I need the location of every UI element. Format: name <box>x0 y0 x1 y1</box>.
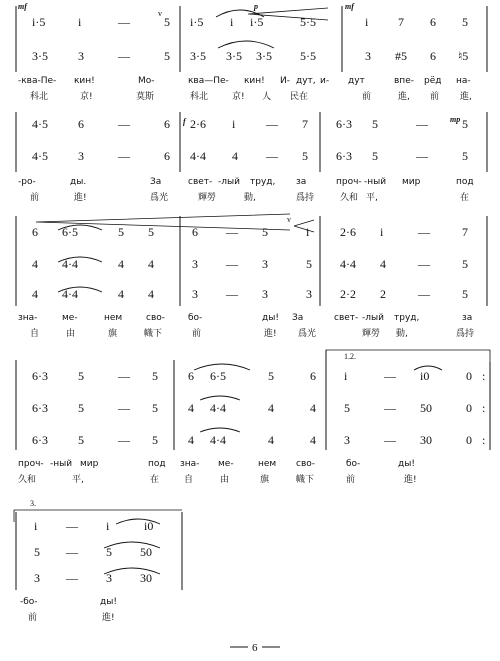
note: — <box>416 117 428 131</box>
note: 6·3 <box>336 149 352 163</box>
lyric-ru: нем <box>104 313 123 323</box>
note: 6·3 <box>32 401 48 415</box>
lyric-ru: -ква-Пе- <box>18 76 57 86</box>
note: 7 <box>398 15 404 29</box>
lyric-zh: 進, <box>460 92 472 102</box>
lyric-zh: 由 <box>220 475 230 485</box>
lyric-ru: -лый <box>362 313 384 323</box>
note: i <box>365 15 369 29</box>
note: 7 <box>462 225 468 239</box>
note: — <box>384 433 396 447</box>
note: 5·5 <box>300 49 316 63</box>
lyric-ru: свет- <box>188 177 213 187</box>
lyric-ru: зна- <box>180 459 200 469</box>
volta-bracket-3 <box>14 510 182 522</box>
volta-label: 1.2. <box>344 352 356 361</box>
lyric-zh: 動, <box>244 193 256 203</box>
lyric-ru: нем <box>258 459 277 469</box>
note: 4 <box>32 257 38 271</box>
note: #5 <box>395 49 407 63</box>
lyric-zh: 旗 <box>260 475 270 485</box>
note: — <box>266 117 278 131</box>
lyric-ru: труд, <box>250 177 276 187</box>
lyric-zh: 京! <box>80 92 93 102</box>
lyric-ru: зна- <box>18 313 38 323</box>
lyric-zh: 前 <box>362 92 372 102</box>
note: 3 <box>262 257 268 271</box>
note: 5·5 <box>300 15 316 29</box>
note: 50 <box>420 401 432 415</box>
svg-text::: : <box>482 433 486 447</box>
note: 5 <box>34 545 40 559</box>
dynamic-f: f <box>183 117 186 126</box>
note: 5 <box>462 287 468 301</box>
lyric-ru: -ро- <box>18 177 36 187</box>
note: 7 <box>302 117 308 131</box>
note: 6 <box>430 15 436 29</box>
lyric-zh: 進! <box>264 329 277 339</box>
note: 3 <box>344 433 350 447</box>
note: 50 <box>140 545 152 559</box>
note: 2·2 <box>340 287 356 301</box>
note: 5 <box>372 149 378 163</box>
system-1 <box>16 2 487 102</box>
lyric-ru: кин! <box>74 76 95 86</box>
svg-text:v: v <box>158 9 162 18</box>
lyric-ru: ды! <box>100 597 117 607</box>
lyric-zh: 進! <box>74 193 87 203</box>
note: 4 <box>232 149 238 163</box>
lyric-zh: 人 <box>262 92 272 102</box>
note: 4 <box>148 287 154 301</box>
lyric-zh: 科北 <box>190 92 209 102</box>
note: i0 <box>420 369 430 383</box>
note: 3·5 <box>256 49 272 63</box>
note: 5 <box>462 15 468 29</box>
note: 6·5 <box>210 369 226 383</box>
lyric-zh: 前 <box>28 613 38 623</box>
lyric-ru: впе- <box>394 76 414 86</box>
lyric-ru: Мо- <box>138 76 155 86</box>
note: 6·3 <box>32 433 48 447</box>
lyric-ru: под <box>456 177 474 187</box>
lyric-ru: -лый <box>218 177 240 187</box>
note: 3 <box>78 49 84 63</box>
note: 2·6 <box>340 225 356 239</box>
lyric-zh: 輝勞 <box>362 329 381 339</box>
note: 5 <box>148 225 154 239</box>
note: 4·4 <box>190 149 206 163</box>
note: i0 <box>144 519 154 533</box>
lyric-ru: за <box>462 313 473 323</box>
note: 4·4 <box>340 257 356 271</box>
note: 6 <box>78 117 84 131</box>
lyric-ru: мир <box>80 459 99 469</box>
note: 5 <box>302 149 308 163</box>
svg-text:v: v <box>287 215 291 224</box>
note: i·5 <box>250 15 264 29</box>
lyric-zh: 民在 <box>290 92 309 102</box>
note: — <box>118 117 130 131</box>
lyric-ru: сво- <box>146 313 166 323</box>
lyric-zh: 進, <box>398 92 410 102</box>
note: 3·5 <box>32 49 48 63</box>
lyric-ru: дут, <box>296 76 316 86</box>
lyric-ru: на- <box>456 76 471 86</box>
crescendo-hairpin <box>294 220 314 232</box>
note: 5 <box>152 401 158 415</box>
note: 3·5 <box>190 49 206 63</box>
lyric-ru: труд, <box>394 313 420 323</box>
lyric-ru: -бо- <box>20 597 38 607</box>
lyric-ru: ква—Пе- <box>188 76 229 86</box>
note: 0 <box>466 433 472 447</box>
dynamic-mf: mf <box>345 2 354 11</box>
note: 6 <box>164 117 170 131</box>
lyric-ru: За <box>150 177 162 187</box>
lyric-zh: 爲光 <box>150 193 169 203</box>
note: 0 <box>466 401 472 415</box>
note: 5 <box>462 149 468 163</box>
lyric-zh: 莫斯 <box>136 92 155 102</box>
note: 5 <box>118 225 124 239</box>
dynamic-mp: mp <box>450 115 461 124</box>
lyric-zh: 自 <box>30 329 40 339</box>
lyric-ru: И- <box>280 76 290 86</box>
system-5 <box>14 499 182 623</box>
lyric-ru: за <box>296 177 307 187</box>
note: 5 <box>372 117 378 131</box>
note: 30 <box>140 571 152 585</box>
note: — <box>226 257 238 271</box>
lyric-ru: -ный <box>50 459 73 469</box>
note: 4 <box>380 257 386 271</box>
page-number: 6 <box>252 642 258 654</box>
note: — <box>226 287 238 301</box>
lyric-ru: -ный <box>364 177 387 187</box>
note: 3 <box>78 149 84 163</box>
tie <box>116 519 160 524</box>
lyric-ru: сво- <box>296 459 316 469</box>
note: i·5 <box>32 15 46 29</box>
note: — <box>384 401 396 415</box>
note: 2·6 <box>190 117 206 131</box>
lyric-ru: За <box>292 313 304 323</box>
note: — <box>118 369 130 383</box>
note: 3 <box>365 49 371 63</box>
note: — <box>118 433 130 447</box>
lyric-zh: 平, <box>72 475 84 485</box>
lyric-zh: 在 <box>150 475 160 485</box>
note: 6 <box>192 225 198 239</box>
lyric-ru: свет- <box>334 313 359 323</box>
note: — <box>418 287 430 301</box>
lyric-zh: 科北 <box>30 92 49 102</box>
note: 5 <box>262 225 268 239</box>
note: — <box>118 401 130 415</box>
lyric-zh: 由 <box>66 329 76 339</box>
lyric-ru: мир <box>402 177 421 187</box>
note: 5 <box>306 257 312 271</box>
lyric-ru: проч- <box>18 459 44 469</box>
note: 4 <box>188 401 194 415</box>
note: 6 <box>310 369 316 383</box>
note: ♮5 <box>458 49 469 63</box>
note: 6·3 <box>336 117 352 131</box>
slur <box>218 41 274 48</box>
note: — <box>118 149 130 163</box>
lyric-ru: бо- <box>188 313 203 323</box>
note: 6 <box>430 49 436 63</box>
note: — <box>118 49 130 63</box>
lyric-zh: 爲持 <box>296 193 315 203</box>
note: 6·3 <box>32 369 48 383</box>
note: 5 <box>78 401 84 415</box>
svg-text::: : <box>482 401 486 415</box>
lyric-ru: рёд <box>424 76 442 86</box>
lyric-zh: 爲持 <box>456 329 475 339</box>
lyric-zh: 幟下 <box>296 475 315 485</box>
note: 4 <box>188 433 194 447</box>
dynamic-p: p <box>254 2 258 11</box>
note: i <box>380 225 384 239</box>
lyric-zh: 爲光 <box>298 329 317 339</box>
note: — <box>418 225 430 239</box>
lyric-zh: 輝勞 <box>198 193 217 203</box>
note: 5 <box>106 545 112 559</box>
note: 0 <box>466 369 472 383</box>
note: 5 <box>344 401 350 415</box>
note: 5 <box>152 369 158 383</box>
slur <box>200 396 240 400</box>
note: 2 <box>380 287 386 301</box>
note: 4·4 <box>210 433 226 447</box>
note: 4·4 <box>210 401 226 415</box>
lyric-zh: 幟下 <box>144 329 163 339</box>
note: — <box>66 571 78 585</box>
note: 4·5 <box>32 149 48 163</box>
lyric-ru: бо- <box>346 459 361 469</box>
note: — <box>266 149 278 163</box>
note: 3 <box>106 571 112 585</box>
note: 4·5 <box>32 117 48 131</box>
note: — <box>416 149 428 163</box>
lyric-ru: ме- <box>218 459 234 469</box>
note: 6 <box>188 369 194 383</box>
note: i <box>344 369 348 383</box>
slur <box>200 428 240 432</box>
note: i <box>232 117 236 131</box>
system-2 <box>16 112 487 203</box>
note: 6 <box>32 225 38 239</box>
lyric-ru: ды! <box>398 459 415 469</box>
note: 4 <box>148 257 154 271</box>
lyric-ru: ды! <box>262 313 279 323</box>
note: 5 <box>78 433 84 447</box>
lyric-ru: под <box>148 459 166 469</box>
lyric-zh: 在 <box>460 193 470 203</box>
note: — <box>384 369 396 383</box>
lyric-zh: 進! <box>102 613 115 623</box>
note: — <box>66 545 78 559</box>
lyric-ru: кин! <box>244 76 265 86</box>
note: 30 <box>420 433 432 447</box>
lyric-zh: 旗 <box>108 329 118 339</box>
note: — <box>226 225 238 239</box>
note: 4 <box>268 433 274 447</box>
note: 4 <box>310 401 316 415</box>
note: 3·5 <box>226 49 242 63</box>
note: 4 <box>32 287 38 301</box>
lyric-zh: 前 <box>192 329 202 339</box>
lyric-zh: 京! <box>232 92 245 102</box>
note: 4 <box>268 401 274 415</box>
note: 5 <box>268 369 274 383</box>
note: 4 <box>118 287 124 301</box>
volta-label: 3. <box>30 499 36 508</box>
note: i <box>306 225 310 239</box>
lyric-ru: проч- <box>336 177 362 187</box>
note: 5 <box>462 257 468 271</box>
svg-text::: : <box>482 369 486 383</box>
note: 4 <box>118 257 124 271</box>
lyric-ru: и- <box>320 76 330 86</box>
note: 6·5 <box>62 225 78 239</box>
note: — <box>118 15 130 29</box>
note: 3 <box>192 257 198 271</box>
lyric-zh: 前 <box>30 193 40 203</box>
note: i <box>106 519 110 533</box>
system-3 <box>16 214 487 339</box>
note: 3 <box>34 571 40 585</box>
note: 5 <box>164 49 170 63</box>
note: 4·4 <box>62 287 78 301</box>
note: i <box>34 519 38 533</box>
note: i·5 <box>190 15 204 29</box>
note: 3 <box>306 287 312 301</box>
note: 5 <box>78 369 84 383</box>
note: 5 <box>152 433 158 447</box>
lyric-zh: 前 <box>430 92 440 102</box>
note: 3 <box>192 287 198 301</box>
lyric-zh: 自 <box>184 475 194 485</box>
lyric-ru: ме- <box>62 313 78 323</box>
page-footer <box>230 642 280 654</box>
system-4 <box>16 350 490 485</box>
lyric-zh: 久和 <box>340 193 359 203</box>
lyric-zh: 動, <box>396 329 408 339</box>
lyric-zh: 久和 <box>18 475 37 485</box>
lyric-ru: дут <box>348 76 365 86</box>
lyric-zh: 平, <box>366 193 378 203</box>
note: 5 <box>164 15 170 29</box>
note: 4·4 <box>62 257 78 271</box>
lyric-ru: ды. <box>70 177 87 187</box>
note: — <box>418 257 430 271</box>
lyric-zh: 進! <box>404 475 417 485</box>
note: i <box>230 15 234 29</box>
note: i <box>78 15 82 29</box>
dynamic-mf: mf <box>18 2 27 11</box>
note: — <box>66 519 78 533</box>
note: 6 <box>164 149 170 163</box>
note: 5 <box>462 117 468 131</box>
note: 3 <box>262 287 268 301</box>
note: 4 <box>310 433 316 447</box>
lyric-zh: 前 <box>346 475 356 485</box>
